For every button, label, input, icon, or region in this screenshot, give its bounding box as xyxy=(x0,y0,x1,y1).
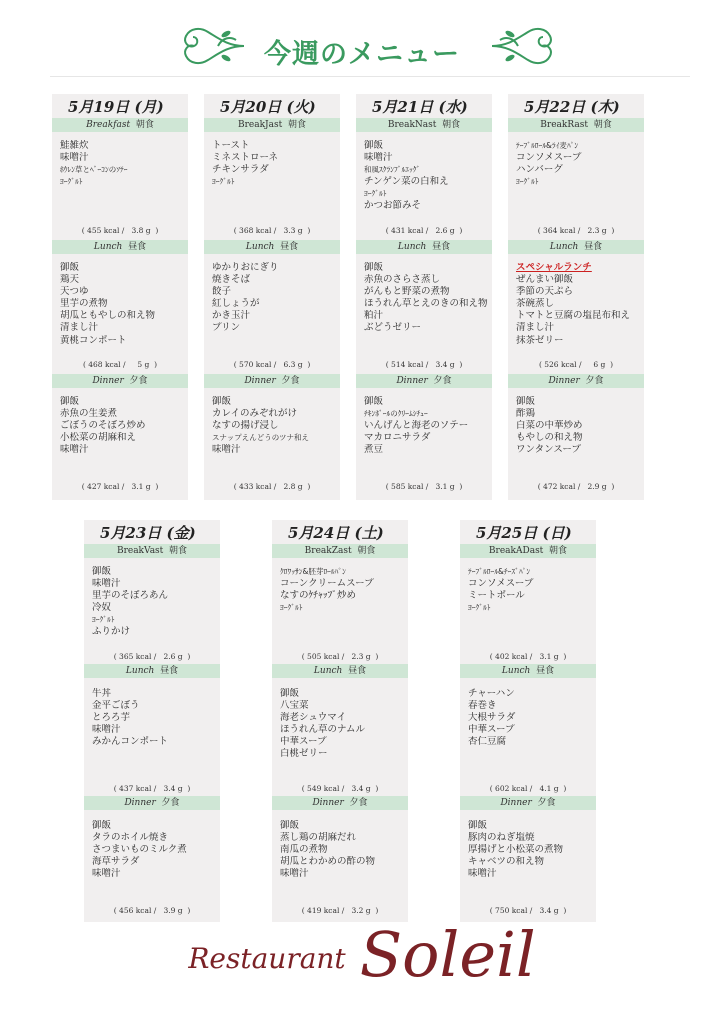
dinner-nutrition: ( 433 kcal / 2.8 g ) xyxy=(233,482,311,491)
menu-item: コンソメスープ xyxy=(516,152,582,164)
menu-item: 厚揚げと小松菜の煮物 xyxy=(468,844,564,856)
menu-item: 中華スープ xyxy=(468,724,515,736)
dinner-items xyxy=(516,396,642,456)
lunch-items xyxy=(280,688,406,761)
menu-item: 茶碗蒸し xyxy=(516,298,555,310)
lunch-bar: Lunch 昼食 xyxy=(460,664,596,678)
breakfast-items xyxy=(92,566,218,639)
menu-item: 牛丼 xyxy=(92,688,112,699)
menu-item: さつまいものミルク煮 xyxy=(92,844,187,856)
day-card-wed xyxy=(356,94,492,500)
breakfast-bar: BreakRast 朝食 xyxy=(508,118,644,132)
menu-item: かつお節みそ xyxy=(364,200,422,212)
dinner-nutrition: ( 456 kcal / 3.9 g ) xyxy=(113,906,191,915)
logo-name: Soleil xyxy=(359,918,536,991)
menu-item: ﾖｰｸﾞﾙﾄ xyxy=(468,603,491,613)
menu-item: 天つゆ xyxy=(60,286,89,298)
breakfast-bar: BreakJast 朝食 xyxy=(204,118,340,132)
lunch-items xyxy=(364,262,490,335)
menu-item: カレイのみぞれがけ xyxy=(212,408,298,420)
menu-item: 抹茶ゼリー xyxy=(516,334,564,346)
menu-item: スペシャルランチ xyxy=(516,262,592,273)
lunch-nutrition: ( 526 kcal / 6 g ) xyxy=(538,360,614,369)
menu-item: 清まし汁 xyxy=(60,322,99,334)
menu-item: 御飯 xyxy=(364,396,384,407)
menu-item: がんもと野菜の煮物 xyxy=(364,286,450,298)
menu-item: ﾖｰｸﾞﾙﾄ xyxy=(364,189,387,199)
menu-item: 白菜の中華炒め xyxy=(516,420,583,432)
menu-item: ほうれん草とえのきの和え物 xyxy=(364,298,488,310)
lunch-nutrition: ( 570 kcal / 6.3 g ) xyxy=(233,360,311,369)
dinner-bar: Dinner 夕食 xyxy=(204,374,340,388)
menu-item: 大根サラダ xyxy=(468,712,516,724)
menu-item: ほうれん草のナムル xyxy=(280,724,366,736)
day-date: 5月20日 (火) xyxy=(220,98,316,116)
breakfast-nutrition: ( 368 kcal / 3.3 g ) xyxy=(233,226,311,235)
breakfast-items xyxy=(212,140,338,188)
menu-item: なすのｹﾁｬｯﾌﾟ炒め xyxy=(280,590,357,602)
lunch-items xyxy=(468,688,594,748)
menu-item: ﾖｰｸﾞﾙﾄ xyxy=(60,177,83,187)
breakfast-nutrition: ( 402 kcal / 3.1 g ) xyxy=(489,652,567,661)
breakfast-items xyxy=(364,140,490,213)
dinner-nutrition: ( 419 kcal / 3.2 g ) xyxy=(301,906,379,915)
menu-item: 御飯 xyxy=(468,820,488,831)
menu-item: キャベツの和え物 xyxy=(468,856,545,868)
breakfast-bar: BreakADast 朝食 xyxy=(460,544,596,558)
menu-item: 小松菜の胡麻和え xyxy=(60,432,137,444)
menu-item: もやしの和え物 xyxy=(516,432,583,444)
menu-item: ﾃｰﾌﾞﾙﾛｰﾙ&ﾁｰｽﾞﾊﾟﾝ xyxy=(468,567,531,576)
menu-item: とろろ芋 xyxy=(92,712,131,724)
menu-item: チキンサラダ xyxy=(212,164,269,176)
menu-item: ﾖｰｸﾞﾙﾄ xyxy=(516,177,539,187)
menu-item: 御飯 xyxy=(60,262,80,273)
menu-item: ハンバーグ xyxy=(516,164,563,176)
menu-item: 焼きそば xyxy=(212,274,251,286)
menu-item: タラのホイル焼き xyxy=(92,832,169,844)
day-date: 5月25日 (日) xyxy=(476,524,572,542)
dinner-bar: Dinner 夕食 xyxy=(84,796,220,810)
menu-item: 胡瓜ともやしの和え物 xyxy=(60,310,156,322)
menu-item: ワンタンスープ xyxy=(516,444,581,456)
menu-item: 黄桃コンポート xyxy=(60,334,127,346)
menu-item: コーンクリームスープ xyxy=(280,578,374,590)
menu-item: 御飯 xyxy=(212,396,232,407)
breakfast-bar: BreakVast 朝食 xyxy=(84,544,220,558)
day-card-sat xyxy=(272,520,408,922)
menu-item: ﾖｰｸﾞﾙﾄ xyxy=(280,603,303,613)
menu-item: かき玉汁 xyxy=(212,310,251,322)
lunch-bar: Lunch 昼食 xyxy=(84,664,220,678)
lunch-nutrition: ( 602 kcal / 4.1 g ) xyxy=(489,784,567,793)
menu-item: 御飯 xyxy=(280,688,300,699)
menu-item: スナップえんどうのツナ和え xyxy=(212,433,310,443)
lunch-items xyxy=(60,262,186,347)
lunch-bar: Lunch 昼食 xyxy=(52,240,188,254)
dinner-items xyxy=(212,396,338,456)
menu-item: 海草サラダ xyxy=(92,856,140,868)
dinner-nutrition: ( 750 kcal / 3.4 g ) xyxy=(489,906,567,915)
dinner-bar: Dinner 夕食 xyxy=(272,796,408,810)
flourish-right-icon xyxy=(488,24,558,66)
day-card-mon xyxy=(52,94,188,500)
menu-item: 和風ｽｸﾗﾝﾌﾞﾙｴｯｸﾞ xyxy=(364,165,421,175)
breakfast-nutrition: ( 505 kcal / 2.3 g ) xyxy=(301,652,379,661)
menu-item: ぶどうゼリー xyxy=(364,322,422,334)
dinner-bar: Dinner 夕食 xyxy=(356,374,492,388)
breakfast-bar: BreakZast 朝食 xyxy=(272,544,408,558)
menu-item: 御飯 xyxy=(364,140,384,151)
lunch-bar: Lunch 昼食 xyxy=(508,240,644,254)
menu-item: トマトと豆腐の塩昆布和え xyxy=(516,310,631,322)
menu-item: ふりかけ xyxy=(92,626,131,638)
menu-item: ﾖｰｸﾞﾙﾄ xyxy=(92,615,115,625)
menu-item: 煮豆 xyxy=(364,444,384,456)
menu-item: 中華スープ xyxy=(280,736,327,748)
menu-item: 蒸し鶏の胡麻だれ xyxy=(280,832,357,844)
menu-item: 味噌汁 xyxy=(60,444,89,456)
menu-item: 豚肉のねぎ塩焼 xyxy=(468,832,535,844)
menu-item: 八宝菜 xyxy=(280,700,309,712)
dinner-items xyxy=(92,820,218,880)
dinner-bar: Dinner 夕食 xyxy=(52,374,188,388)
menu-item: ﾖｰｸﾞﾙﾄ xyxy=(212,177,235,187)
page-title: 今週のメニュー xyxy=(264,39,460,70)
menu-item: ﾁｷﾝﾎﾞｰﾙのｸﾘｰﾑｼﾁｭｰ xyxy=(364,409,428,419)
breakfast-nutrition: ( 365 kcal / 2.6 g ) xyxy=(113,652,191,661)
menu-item: プリン xyxy=(212,322,241,334)
breakfast-items xyxy=(468,566,594,614)
menu-item: 味噌汁 xyxy=(212,444,241,456)
menu-item: 味噌汁 xyxy=(92,724,121,736)
restaurant-logo xyxy=(0,918,724,1008)
menu-item: 粕汁 xyxy=(364,310,384,322)
lunch-items xyxy=(516,262,642,347)
day-date: 5月19日 (月) xyxy=(68,98,164,116)
menu-item: いんげんと海老のソテー xyxy=(364,420,469,432)
breakfast-bar: Breakfast 朝食 xyxy=(52,118,188,132)
menu-item: ｸﾛﾜｯｻﾝ&胚芽ﾛｰﾙﾊﾟﾝ xyxy=(280,567,346,576)
menu-item: ごぼうのそぼろ炒め xyxy=(60,420,146,432)
day-card-thu xyxy=(508,94,644,500)
menu-item: 清まし汁 xyxy=(516,322,555,334)
menu-item: 赤魚の生姜煮 xyxy=(60,408,118,420)
lunch-bar: Lunch 昼食 xyxy=(272,664,408,678)
menu-item: 御飯 xyxy=(92,566,112,577)
menu-item: 味噌汁 xyxy=(280,868,309,880)
dinner-bar: Dinner 夕食 xyxy=(460,796,596,810)
menu-item: ゆかりおにぎり xyxy=(212,262,279,273)
breakfast-bar: BreakNast 朝食 xyxy=(356,118,492,132)
menu-item: 紅しょうが xyxy=(212,298,260,310)
dinner-bar: Dinner 夕食 xyxy=(508,374,644,388)
menu-item: コンソメスープ xyxy=(468,578,534,590)
lunch-nutrition: ( 468 kcal / 5 g ) xyxy=(82,360,158,369)
menu-item: 胡瓜とわかめの酢の物 xyxy=(280,856,376,868)
day-card-fri xyxy=(84,520,220,922)
breakfast-items xyxy=(60,140,186,188)
menu-item: ﾃｰﾌﾞﾙﾛｰﾙ&ﾗｲ麦ﾊﾟﾝ xyxy=(516,141,579,150)
day-date: 5月23日 (金) xyxy=(100,524,196,542)
menu-item: ミートボール xyxy=(468,590,525,602)
menu-item: 御飯 xyxy=(92,820,112,831)
menu-item: 海老シュウマイ xyxy=(280,712,347,724)
lunch-nutrition: ( 549 kcal / 3.4 g ) xyxy=(301,784,379,793)
menu-item: 春巻き xyxy=(468,700,497,712)
menu-item: 味噌汁 xyxy=(60,152,89,164)
dinner-items xyxy=(60,396,186,456)
day-card-tue xyxy=(204,94,340,500)
breakfast-items xyxy=(516,140,642,188)
dinner-items xyxy=(468,820,594,880)
menu-item: 餃子 xyxy=(212,286,232,298)
menu-item: ぜんまい御飯 xyxy=(516,274,574,286)
menu-item: 里芋の煮物 xyxy=(60,298,108,310)
menu-item: 御飯 xyxy=(60,396,80,407)
menu-item: マカロニサラダ xyxy=(364,432,431,444)
lunch-items xyxy=(212,262,338,335)
lunch-nutrition: ( 437 kcal / 3.4 g ) xyxy=(113,784,191,793)
dinner-nutrition: ( 427 kcal / 3.1 g ) xyxy=(81,482,159,491)
day-date: 5月24日 (土) xyxy=(288,524,384,542)
logo-restaurant-word: Restaurant xyxy=(188,942,346,975)
menu-item: みかんコンポート xyxy=(92,736,169,748)
menu-item: 酢鶏 xyxy=(516,408,536,420)
menu-item: 御飯 xyxy=(280,820,300,831)
dinner-nutrition: ( 585 kcal / 3.1 g ) xyxy=(385,482,463,491)
menu-item: なすの揚げ浸し xyxy=(212,420,279,432)
menu-item: チンゲン菜の白和え xyxy=(364,176,449,188)
menu-item: 味噌汁 xyxy=(468,868,497,880)
lunch-items xyxy=(92,688,218,748)
menu-item: 金平ごぼう xyxy=(92,700,140,712)
day-card-sun xyxy=(460,520,596,922)
menu-item: ﾎｳﾚﾝ草とﾍﾞｰｺﾝのｿﾃｰ xyxy=(60,165,128,175)
day-date: 5月21日 (水) xyxy=(372,98,468,116)
lunch-bar: Lunch 昼食 xyxy=(204,240,340,254)
day-date: 5月22日 (木) xyxy=(524,98,620,116)
menu-item: 杏仁豆腐 xyxy=(468,736,507,748)
menu-item: 御飯 xyxy=(364,262,384,273)
dinner-nutrition: ( 472 kcal / 2.9 g ) xyxy=(537,482,615,491)
header xyxy=(0,18,724,78)
menu-item: 御飯 xyxy=(516,396,536,407)
header-rule xyxy=(50,76,690,77)
dinner-items xyxy=(280,820,406,880)
breakfast-nutrition: ( 431 kcal / 2.6 g ) xyxy=(385,226,463,235)
menu-item: 白桃ゼリー xyxy=(280,748,328,760)
menu-item: 味噌汁 xyxy=(92,868,121,880)
menu-item: 冷奴 xyxy=(92,602,112,614)
menu-item: 味噌汁 xyxy=(92,578,121,590)
menu-item: 味噌汁 xyxy=(364,152,393,164)
lunch-bar: Lunch 昼食 xyxy=(356,240,492,254)
menu-item: 赤魚のさらさ蒸し xyxy=(364,274,441,286)
breakfast-items xyxy=(280,566,406,614)
menu-item: 鮭雑炊 xyxy=(60,140,89,151)
menu-item: ミネストローネ xyxy=(212,152,279,164)
breakfast-nutrition: ( 455 kcal / 3.8 g ) xyxy=(81,226,159,235)
menu-item: 季節の天ぷら xyxy=(516,286,574,298)
dinner-items xyxy=(364,396,490,456)
lunch-nutrition: ( 514 kcal / 3.4 g ) xyxy=(385,360,463,369)
menu-item: トースト xyxy=(212,140,250,151)
menu-item: 南瓜の煮物 xyxy=(280,844,328,856)
menu-item: 里芋のそぼろあん xyxy=(92,590,169,602)
menu-item: チャーハン xyxy=(468,688,515,699)
menu-item: 鶏天 xyxy=(60,274,80,286)
breakfast-nutrition: ( 364 kcal / 2.3 g ) xyxy=(537,226,615,235)
